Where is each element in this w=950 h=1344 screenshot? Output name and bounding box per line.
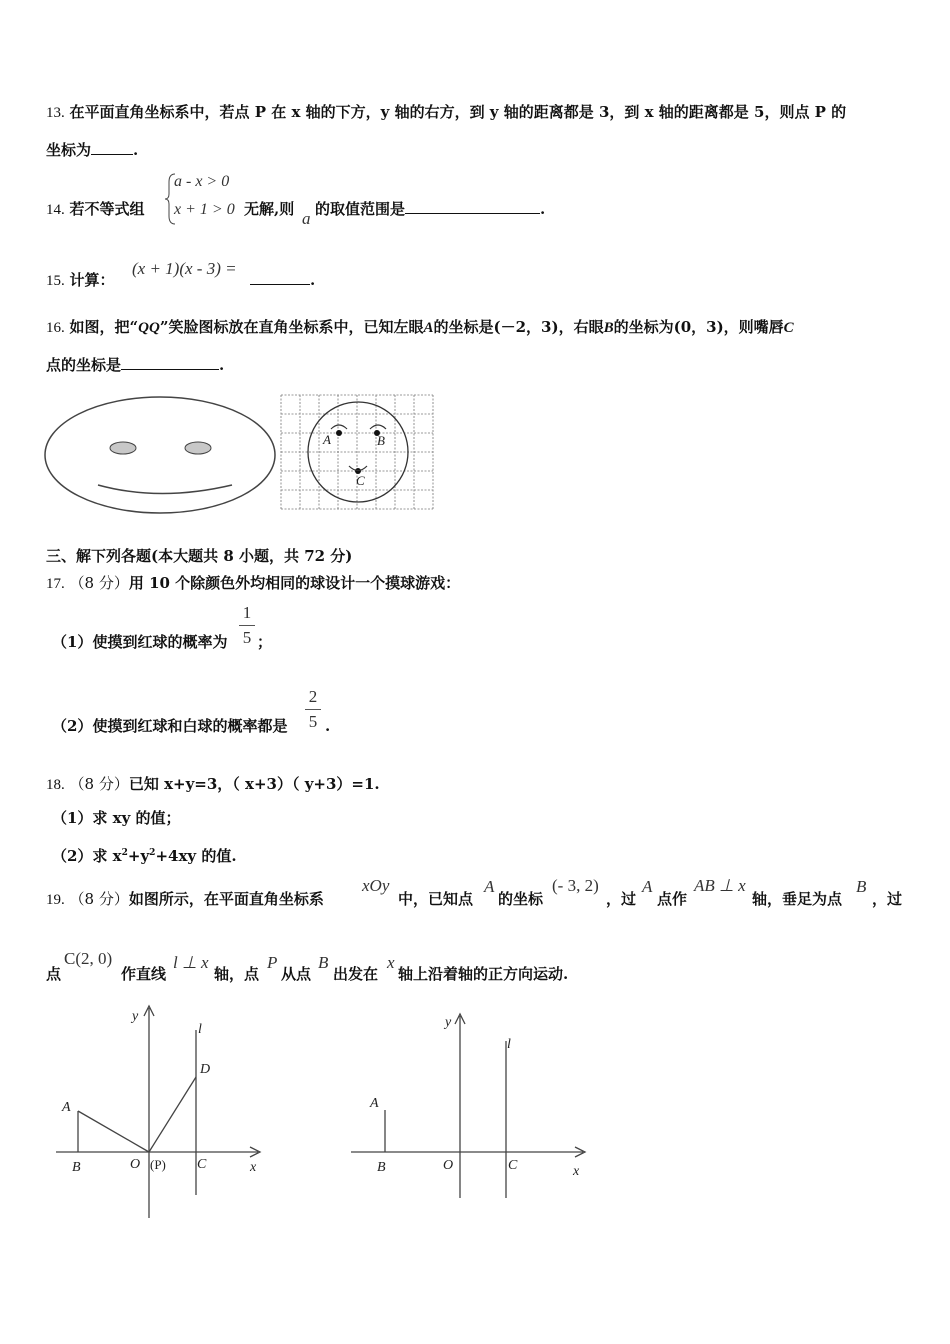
q19-m8: l ⊥ x — [173, 953, 209, 972]
q19-t4: ，过 — [606, 890, 637, 908]
label-b: B — [377, 1160, 386, 1175]
q17-sub1-fraction — [239, 603, 255, 648]
q16-p1: 如图，把“ — [69, 318, 139, 336]
point-a — [336, 430, 342, 436]
q18-sub2 — [52, 843, 237, 866]
q19-m6: B — [856, 877, 867, 896]
q19-m1: xOy — [362, 876, 390, 895]
q13-text: 在平面直角坐标系中，若点 P 在 x 轴的下方，y 轴的右方，到 y 轴的距离都是 3，到 x 轴的距离都是 5，则点 P 的 — [69, 103, 847, 121]
q16-line2 — [46, 355, 224, 375]
q19-t9: 作直线 — [121, 965, 167, 983]
label-y: y — [132, 1009, 139, 1024]
q16-p2: ”笑脸图标放在直角坐标系中，已知左眼 — [159, 318, 424, 336]
q14-number: 14. — [46, 202, 65, 218]
q17-sub1 — [52, 632, 227, 652]
q15-blank-line — [250, 270, 315, 290]
label-o: O — [443, 1158, 454, 1173]
q14-suffix2: 的取值范围是 — [315, 200, 406, 218]
right-eyebrow — [370, 425, 386, 429]
q19-figure-2 — [345, 1008, 595, 1208]
q19-t3: 的坐标 — [498, 890, 544, 908]
mouth — [98, 485, 232, 494]
q16-number: 16. — [46, 320, 65, 336]
q19-t12: 出发在 — [333, 965, 379, 983]
q15-expr: (x + 1)(x - 3) = — [132, 259, 237, 278]
q16-p4: 的坐标为(0，3)，则嘴唇 — [613, 318, 784, 336]
q17-sub1-text: 使摸到红球的概率为 — [92, 633, 228, 651]
q19-points: （8 分） — [69, 890, 129, 908]
q18-sub1: （1）求 xy 的值； — [52, 809, 181, 827]
label-a: A — [370, 1096, 379, 1111]
q13-text2: 坐标为 — [46, 141, 92, 159]
q17-sub2-end: . — [325, 717, 331, 735]
q18-number: 18. — [46, 777, 65, 793]
q19-m5: AB ⊥ x — [694, 876, 746, 895]
q13-end: . — [133, 141, 139, 159]
q18-text: 已知 x+y=3，（ x+3）（ y+3）=1. — [128, 775, 380, 793]
q19-t11: 从点 — [281, 965, 312, 983]
label-x: x — [573, 1164, 580, 1179]
face-outline — [45, 397, 275, 513]
q14-line — [46, 199, 145, 220]
q19-m11: x — [387, 953, 395, 972]
label-c: C — [356, 473, 365, 488]
q19-t1: 如图所示，在平面直角坐标系 — [128, 890, 324, 908]
label-x: x — [250, 1160, 257, 1175]
q13-line2 — [46, 140, 138, 160]
q13-line1 — [46, 102, 846, 123]
segment-pd — [149, 1077, 196, 1152]
q14-suffix: 无解,则 — [244, 200, 295, 218]
label-d: D — [200, 1062, 211, 1077]
label-b: B — [377, 433, 385, 448]
q19-t10: 轴，点 — [214, 965, 260, 983]
smiley-ellipse-figure — [42, 392, 280, 518]
q16-c: C — [783, 320, 794, 336]
q15-answer-blank[interactable] — [250, 270, 310, 285]
q17-sub1-end: ； — [257, 633, 273, 651]
q16-a: A — [423, 320, 434, 336]
left-eye — [110, 442, 136, 454]
segment-ap — [78, 1111, 149, 1152]
label-a: A — [62, 1100, 71, 1115]
q19-number: 19. — [46, 892, 65, 908]
q19-t5: 点作 — [657, 890, 688, 908]
q15-prefix: 计算： — [69, 271, 115, 289]
left-eyebrow — [331, 425, 347, 429]
q16-b: B — [603, 320, 614, 336]
q17-sub2-text: 使摸到红球和白球的概率都是 — [92, 717, 288, 735]
section3-title: 三、解下列各题(本大题共 8 小题，共 72 分) — [46, 547, 353, 565]
q14-line-c — [315, 199, 545, 219]
q17-line — [46, 573, 460, 594]
label-b: B — [72, 1160, 81, 1175]
q14-ineq1: a - x > 0 — [174, 173, 230, 190]
q14-ineq2: x + 1 > 0 — [174, 201, 235, 218]
q17-points: （8 分） — [69, 574, 129, 592]
q15-end: . — [310, 271, 316, 289]
q16-p3: 的坐标是(－2，3)，右眼 — [433, 318, 604, 336]
q17-text: 用 10 个除颜色外均相同的球设计一个摸球游戏： — [128, 574, 461, 592]
q13-answer-blank[interactable] — [91, 140, 133, 155]
q15-number: 15. — [46, 273, 65, 289]
q14-var: a — [302, 209, 311, 228]
q14-line-b — [244, 199, 294, 219]
q17-sub2-num: 2 — [308, 687, 318, 706]
q18-sup2: 2 — [149, 848, 156, 858]
q14-end: . — [540, 200, 546, 218]
q19-figure-1 — [50, 1000, 280, 1225]
q16-answer-blank[interactable] — [121, 355, 219, 370]
q19-t8: 点 — [46, 965, 62, 983]
q16-line1 — [46, 317, 794, 338]
label-c: C — [508, 1158, 518, 1173]
q16-end: . — [219, 356, 225, 374]
q17-number: 17. — [46, 576, 65, 592]
q14-prefix: 若不等式组 — [69, 200, 145, 218]
q19-m4: A — [642, 877, 653, 896]
q19-t7: ，过 — [872, 890, 903, 908]
q18-sub2-c: +4xy 的值. — [155, 847, 237, 865]
q13-number: 13. — [46, 105, 65, 121]
label-a: A — [323, 432, 331, 447]
q19-t6: 轴，垂足为点 — [752, 890, 843, 908]
q17-sub2 — [52, 716, 287, 736]
smiley-grid-figure — [279, 393, 437, 513]
q18-sub2-a: （2）求 x — [52, 847, 122, 865]
q18-sub2-b: +y — [127, 847, 150, 865]
q19-m3: (- 3, 2) — [552, 876, 599, 895]
right-eye — [185, 442, 211, 454]
q19-m10: B — [318, 953, 329, 972]
label-p: (P) — [150, 1157, 166, 1172]
q17-sub2-den: 5 — [308, 712, 318, 731]
q14-answer-blank[interactable] — [405, 199, 540, 214]
q17-sub1-label: （1） — [52, 633, 93, 651]
q17-sub1-den: 5 — [242, 628, 252, 647]
label-o: O — [130, 1157, 141, 1172]
q17-sub2-fraction — [305, 687, 321, 732]
q16-qq: QQ — [138, 320, 160, 336]
label-c: C — [197, 1157, 207, 1172]
label-l: l — [198, 1022, 202, 1037]
q19-m2: A — [484, 877, 495, 896]
q19-t13: 轴上沿着轴的正方向运动. — [398, 965, 569, 983]
q19-line1a — [46, 889, 324, 910]
label-y: y — [445, 1015, 452, 1030]
q18-sup1: 2 — [121, 848, 128, 858]
q16-text2: 点的坐标是 — [46, 356, 122, 374]
q18-line — [46, 774, 380, 795]
q19-m9: P — [267, 953, 278, 972]
q17-sub1-num: 1 — [242, 603, 252, 622]
q19-t2: 中，已知点 — [398, 890, 474, 908]
q17-sub2-label: （2） — [52, 717, 93, 735]
q15-line — [46, 270, 115, 291]
q19-m7: C(2, 0) — [64, 949, 113, 968]
label-l: l — [507, 1037, 511, 1052]
q18-points: （8 分） — [69, 775, 129, 793]
grid-lines — [281, 395, 433, 509]
